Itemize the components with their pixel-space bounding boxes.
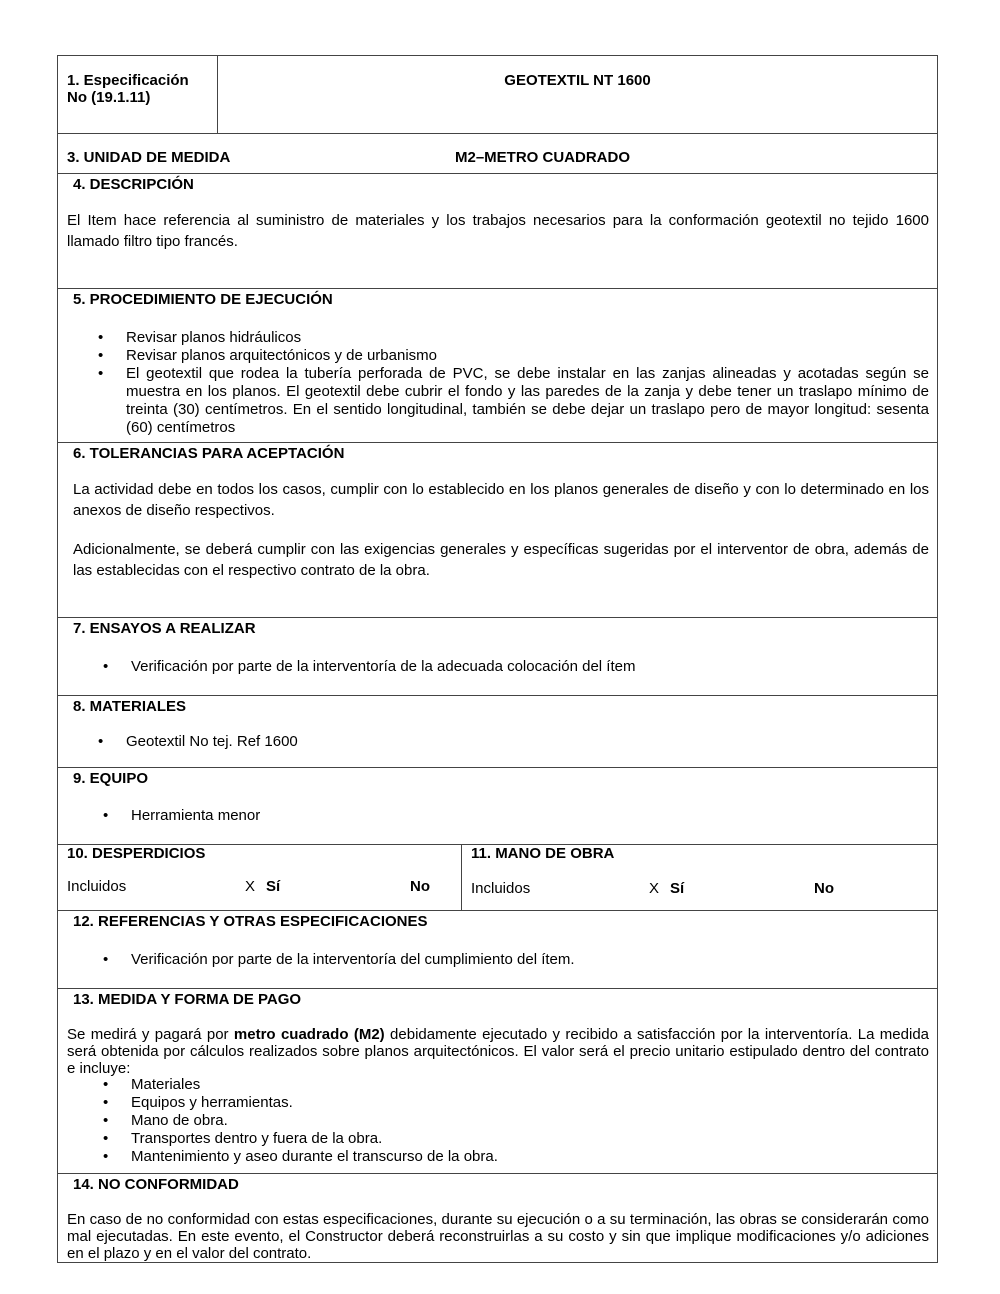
spec-number-value: No (19.1.11) — [67, 89, 151, 106]
tests-section — [58, 618, 937, 696]
list-item: • El geotextil que rodea la tubería perforada de PVC, se debe instalar en las zanjas alineadas y acotadas según se muestra en los planos. El geotextil debe cubrir el fondo y las paredes de la zanja y debe tener un traslapo mínimo de treinta (30) centímetros. En el sentido longitudinal, también se debe dejar un traslapo pero de mayor longitud: sesenta (60) centímetros — [58, 365, 929, 437]
waste-title: 10. DESPERDICIOS — [67, 845, 206, 862]
labor-title: 11. MANO DE OBRA — [471, 845, 615, 862]
nonconformity-title: 14. NO CONFORMIDAD — [73, 1176, 239, 1193]
labor-mark: X — [649, 880, 660, 897]
procedure-title: 5. PROCEDIMIENTO DE EJECUCIÓN — [73, 291, 333, 308]
payment-unit-emphasis: metro cuadrado (M2) — [233, 1026, 385, 1043]
nonconformity-section — [58, 1174, 937, 1263]
materials-title: 8. MATERIALES — [73, 698, 187, 715]
spec-header — [58, 56, 937, 134]
spec-number-cell — [58, 56, 218, 133]
spec-name-cell — [218, 56, 937, 133]
payment-text — [67, 1026, 929, 1077]
labor-cell — [462, 845, 937, 910]
references-list — [63, 951, 929, 969]
list-item: • Revisar planos hidráulicos — [58, 329, 929, 347]
tests-list — [63, 658, 929, 676]
list-item: • Herramienta menor — [63, 807, 929, 825]
list-item: • Equipos y herramientas. — [63, 1094, 929, 1112]
waste-cell — [58, 845, 462, 910]
description-title: 4. DESCRIPCIÓN — [73, 176, 194, 193]
unit-section — [58, 134, 937, 174]
procedure-list — [58, 329, 929, 437]
labor-yes: Sí — [670, 880, 685, 897]
payment-text-start: Se medirá y pagará por — [67, 1026, 234, 1043]
list-item: • Materiales — [63, 1076, 929, 1094]
list-item: • Mano de obra. — [63, 1112, 929, 1130]
tests-title: 7. ENSAYOS A REALIZAR — [73, 620, 256, 637]
list-item: • Transportes dentro y fuera de la obra. — [63, 1130, 929, 1148]
waste-mark: X — [245, 878, 256, 895]
unit-label: 3. UNIDAD DE MEDIDA — [67, 149, 231, 166]
references-section — [58, 911, 937, 989]
waste-included-label: Incluidos — [67, 878, 127, 895]
list-item: • Verificación por parte de la interventoría del cumplimiento del ítem. — [63, 951, 929, 969]
waste-labor-row — [58, 845, 937, 911]
procedure-section — [58, 289, 937, 443]
tolerances-title: 6. TOLERANCIAS PARA ACEPTACIÓN — [73, 445, 345, 462]
materials-section — [58, 696, 937, 768]
materials-list — [58, 733, 929, 751]
tolerances-paragraph-1: La actividad debe en todos los casos, cumplir con lo establecido en los planos generales de diseño y con lo determinado en los anexos de diseño respectivos. — [73, 481, 929, 519]
payment-title: 13. MEDIDA Y FORMA DE PAGO — [73, 991, 302, 1008]
list-item: • Revisar planos arquitectónicos y de urbanismo — [58, 347, 929, 365]
equipment-title: 9. EQUIPO — [73, 770, 149, 787]
labor-no: No — [814, 880, 834, 897]
labor-included-label: Incluidos — [471, 880, 531, 897]
list-item: • Geotextil No tej. Ref 1600 — [58, 733, 929, 751]
nonconformity-text: En caso de no conformidad con estas especificaciones, durante su ejecución o a su terminación, las obras se considerarán como mal ejecutadas. En este evento, el Constructor deberá reconstruirlas a su costo y sin que implique modificaciones y/o adiciones en el plazo y en el valor del contrato. — [67, 1211, 929, 1262]
list-item: • Mantenimiento y aseo durante el transcurso de la obra. — [63, 1148, 929, 1166]
unit-value: M2–METRO CUADRADO — [455, 149, 631, 166]
description-section — [58, 174, 937, 289]
equipment-list — [63, 807, 929, 825]
payment-section — [58, 989, 937, 1174]
payment-includes-list — [63, 1076, 929, 1166]
tolerances-paragraph-2: Adicionalmente, se deberá cumplir con las exigencias generales y específicas sugeridas por el interventor de obra, además de las establecidas con el respectivo contrato de la obra. — [73, 541, 929, 579]
waste-no: No — [410, 878, 430, 895]
spec-name: GEOTEXTIL NT 1600 — [504, 72, 651, 89]
list-item: • Verificación por parte de la interventoría de la adecuada colocación del ítem — [63, 658, 929, 676]
spec-number-label: 1. Especificación — [67, 72, 189, 89]
payment-text-end: debidamente ejecutado y recibido a satisfacción por la interventoría. La medida será obtenida por cálculos realizados sobre planos arquitectónicos. El valor será el precio unitario estipulado dentro del contrato e incluye: — [67, 1026, 930, 1077]
description-text: El Item hace referencia al suministro de materiales y los trabajos necesarios para la conformación geotextil no tejido 1600 llamado filtro tipo francés. — [67, 212, 929, 250]
specification-sheet — [57, 55, 938, 1263]
waste-yes: Sí — [266, 878, 281, 895]
equipment-section — [58, 768, 937, 845]
tolerances-section — [58, 443, 937, 618]
references-title: 12. REFERENCIAS Y OTRAS ESPECIFICACIONES — [73, 913, 428, 930]
